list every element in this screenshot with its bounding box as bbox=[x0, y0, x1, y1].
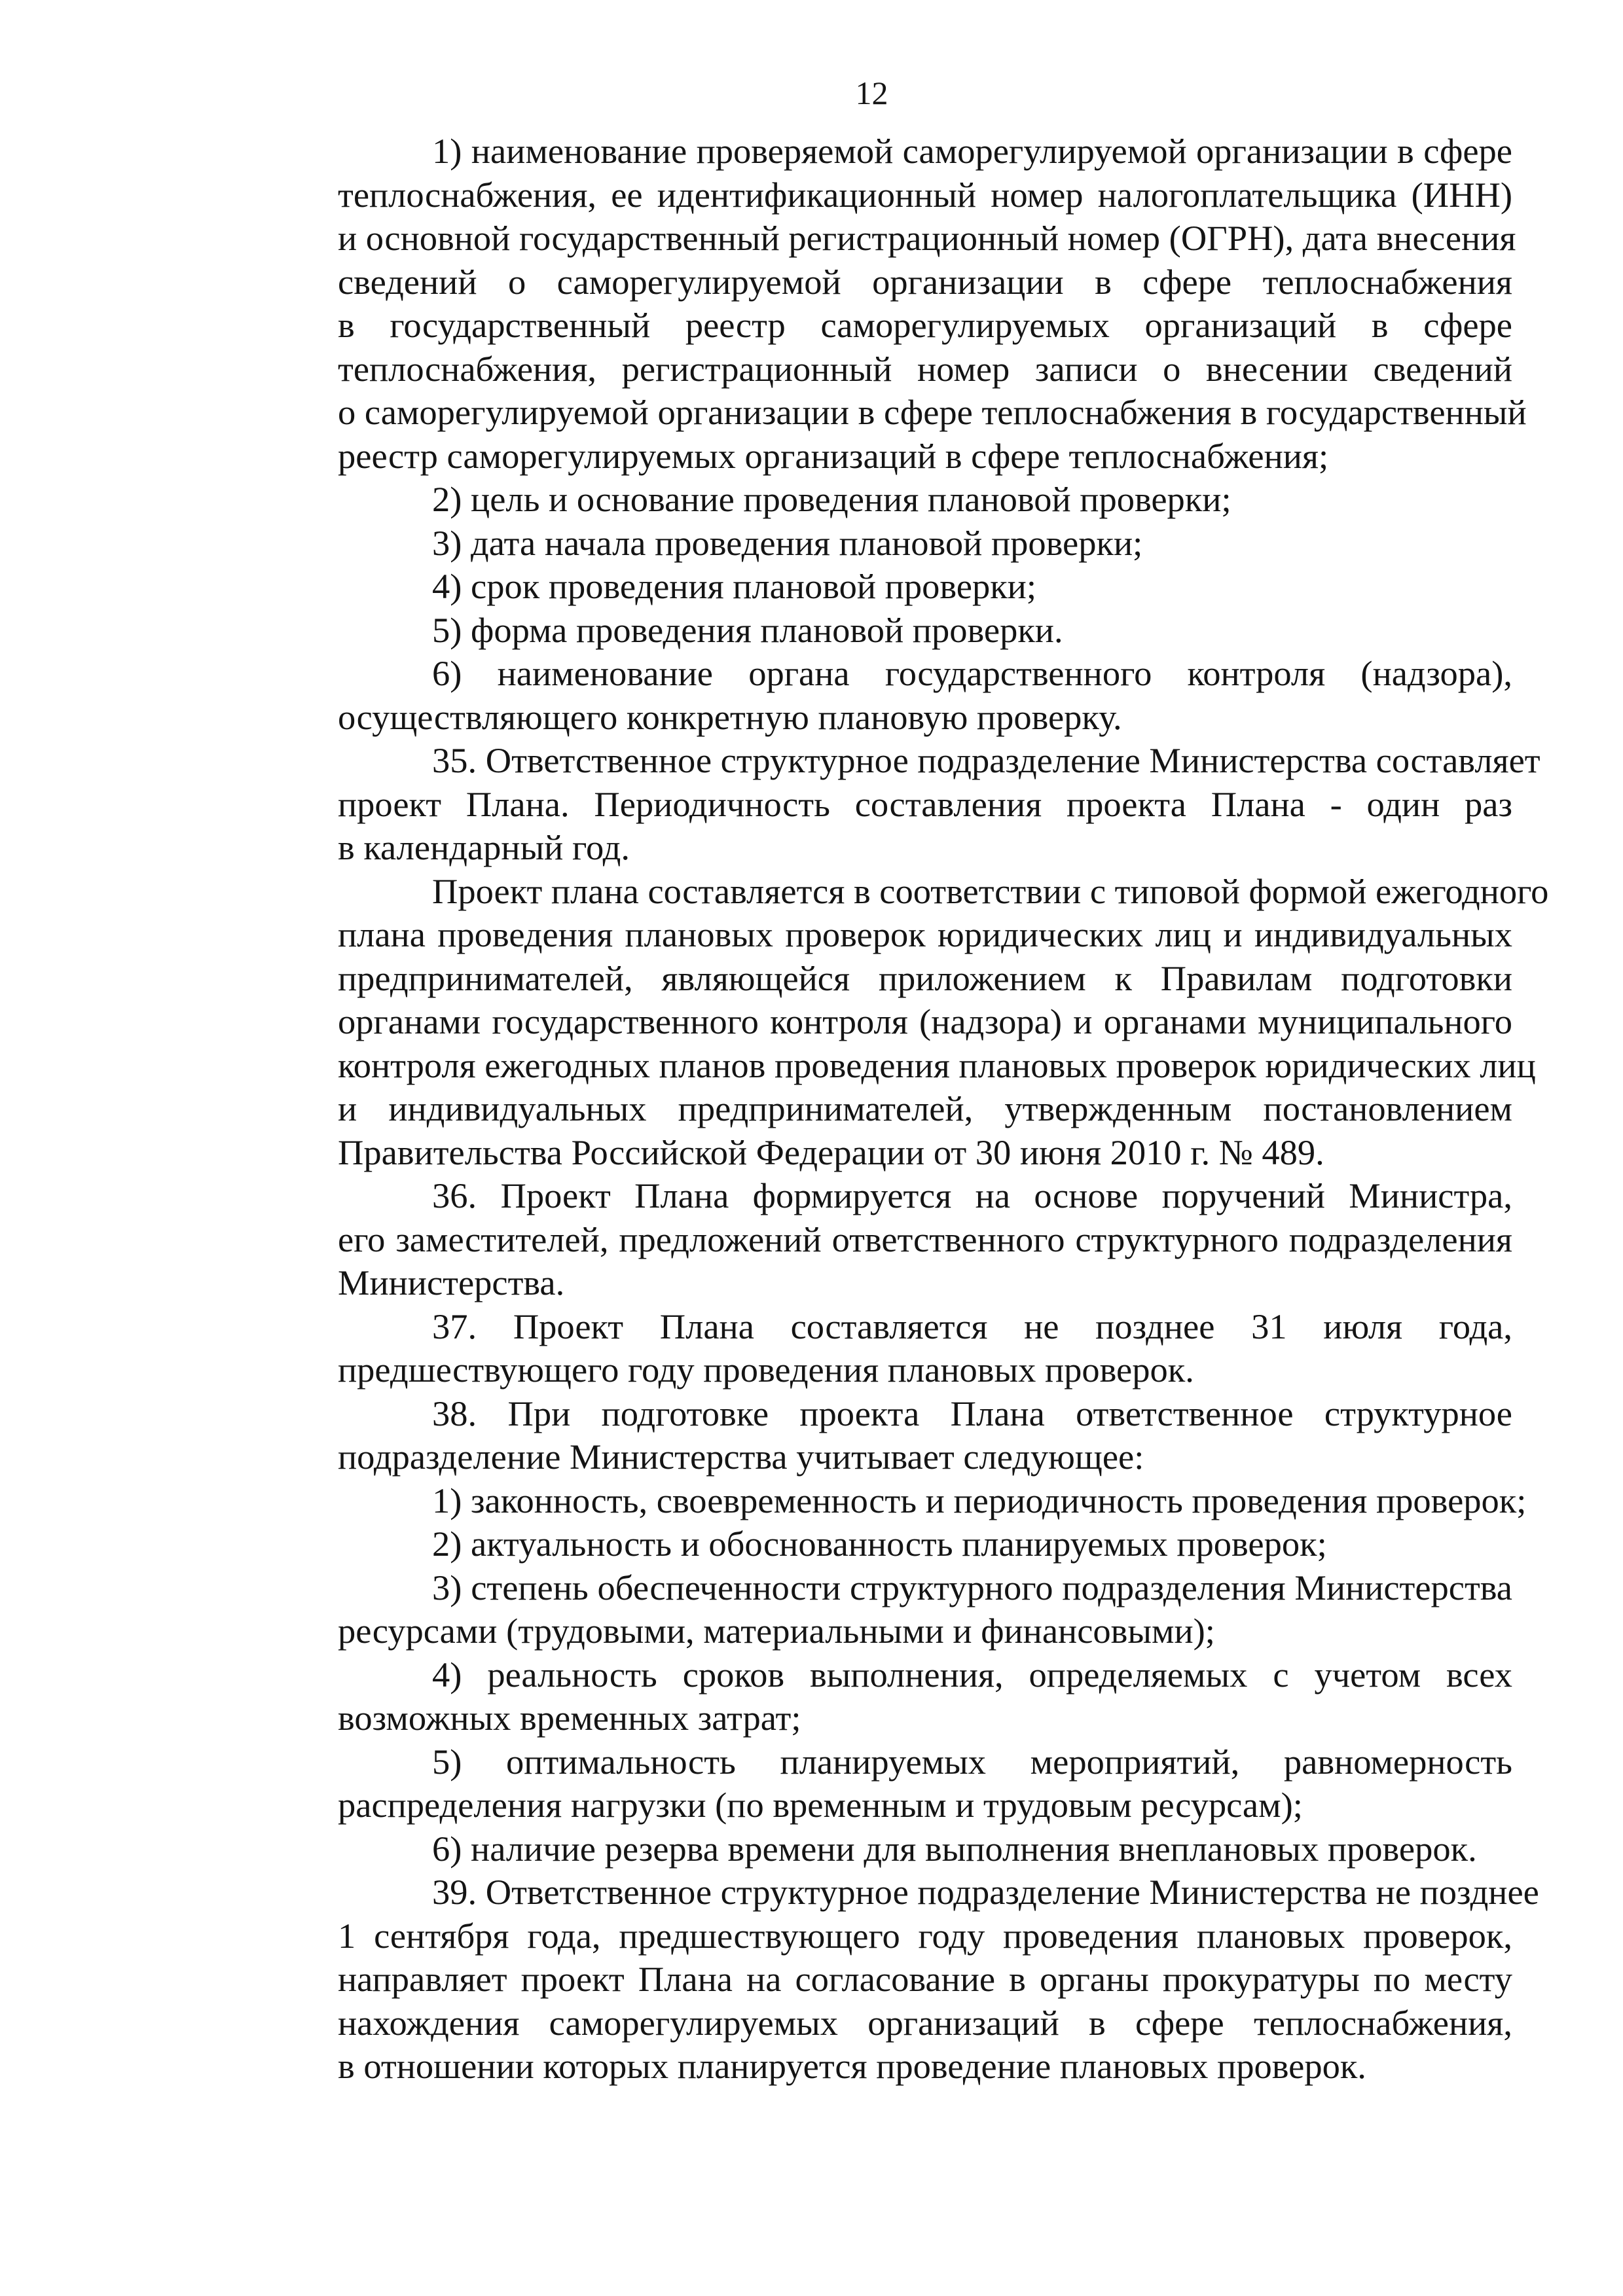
text-line: теплоснабжения, регистрационный номер записи о внесении сведений bbox=[338, 348, 1512, 389]
paragraph-item-2-purpose bbox=[244, 478, 1512, 522]
paragraph-item-6-authority bbox=[244, 652, 1512, 739]
text-line: 4) реальность сроков выполнения, определяемых с учетом всех bbox=[432, 1654, 1512, 1695]
text-line: и основной государственный регистрационный номер (ОГРН), дата внесения bbox=[338, 218, 1516, 258]
text-line: и индивидуальных предпринимателей, утвержденным постановлением bbox=[338, 1088, 1512, 1128]
paragraph-38-item-6 bbox=[244, 1827, 1512, 1871]
text-line: в государственный реестр саморегулируемых организаций в сфере bbox=[338, 305, 1512, 345]
paragraph-item-5-form bbox=[244, 609, 1512, 653]
text-line: 37. Проект Плана составляется не позднее 31 июля года, bbox=[432, 1306, 1512, 1346]
text-line: в календарный год. bbox=[338, 827, 630, 867]
text-line: в отношении которых планируется проведение плановых проверок. bbox=[338, 2046, 1366, 2086]
text-line: осуществляющего конкретную плановую проверку. bbox=[338, 696, 1122, 737]
text-line: 38. При подготовке проекта Плана ответственное структурное bbox=[432, 1393, 1512, 1433]
text-line: Правительства Российской Федерации от 30 июня 2010 г. № 489. bbox=[338, 1132, 1324, 1172]
text-line: 3) степень обеспеченности структурного подразделения Министерства bbox=[432, 1567, 1512, 1607]
text-line: предпринимателей, являющейся приложением к Правилам подготовки bbox=[338, 958, 1512, 998]
paragraph-item-4-duration bbox=[244, 565, 1512, 609]
text-line: предшествующего году проведения плановых проверок. bbox=[338, 1350, 1194, 1390]
text-line: реестр саморегулируемых организаций в сфере теплоснабжения; bbox=[338, 435, 1329, 476]
text-line: 1 сентября года, предшествующего году проведения плановых проверок, bbox=[338, 1915, 1512, 1956]
text-line: 6) наименование органа государственного контроля (надзора), bbox=[432, 653, 1512, 693]
text-line: органами государственного контроля (надзора) и органами муниципального bbox=[338, 1001, 1512, 1041]
paragraph-35 bbox=[244, 739, 1541, 870]
text-line: 6) наличие резерва времени для выполнения внеплановых проверок. bbox=[432, 1828, 1477, 1869]
text-line: 35. Ответственное структурное подразделение Министерства составляет bbox=[432, 740, 1541, 780]
paragraph-38-item-3 bbox=[244, 1566, 1512, 1653]
text-line: плана проведения плановых проверок юридических лиц и индивидуальных bbox=[338, 914, 1512, 954]
paragraph-38 bbox=[244, 1392, 1512, 1479]
paragraph-38-item-5 bbox=[244, 1740, 1512, 1827]
paragraph-37 bbox=[244, 1305, 1512, 1392]
page-number: 12 bbox=[855, 75, 888, 111]
text-line: Министерства. bbox=[338, 1263, 565, 1302]
text-line: 5) форма проведения плановой проверки. bbox=[432, 609, 1063, 650]
text-line: подразделение Министерства учитывает следующее: bbox=[338, 1437, 1144, 1477]
paragraph-39 bbox=[244, 1871, 1539, 2089]
text-line: 36. Проект Плана формируется на основе поручений Министра, bbox=[432, 1175, 1512, 1215]
text-line: распределения нагрузки (по временным и трудовым ресурсам); bbox=[338, 1785, 1303, 1825]
text-line: 39. Ответственное структурное подразделение Министерства не позднее bbox=[432, 1872, 1539, 1912]
paragraph-38-item-4 bbox=[244, 1653, 1512, 1740]
text-line: теплоснабжения, ее идентификационный номер налогоплательщика (ИНН) bbox=[338, 174, 1512, 215]
text-line: 5) оптимальность планируемых мероприятий, равномерность bbox=[432, 1741, 1512, 1782]
text-line: 2) цель и основание проведения плановой проверки; bbox=[432, 479, 1231, 519]
paragraph-item-1-org-name bbox=[244, 130, 1527, 478]
text-line: 3) дата начала проведения плановой проверки; bbox=[432, 522, 1143, 563]
text-line: о саморегулируемой организации в сфере теплоснабжения в государственный bbox=[338, 392, 1527, 432]
document-body bbox=[244, 130, 1549, 2089]
text-line: Проект плана составляется в соответствии с типовой формой ежегодного bbox=[432, 870, 1549, 911]
paragraph-38-item-2 bbox=[244, 1522, 1512, 1566]
text-line: нахождения саморегулируемых организаций в сфере теплоснабжения, bbox=[338, 2002, 1512, 2043]
text-line: ресурсами (трудовыми, материальными и финансовыми); bbox=[338, 1611, 1215, 1651]
text-line: его заместителей, предложений ответственного структурного подразделения bbox=[338, 1219, 1512, 1259]
text-line: проект Плана. Периодичность составления проекта Плана - один раз bbox=[338, 783, 1512, 824]
paragraph-35-plan-form bbox=[244, 870, 1549, 1175]
text-line: 1) наименование проверяемой саморегулируемой организации в сфере bbox=[432, 131, 1512, 171]
text-line: контроля ежегодных планов проведения плановых проверок юридических лиц bbox=[338, 1045, 1536, 1085]
paragraph-item-3-start-date bbox=[244, 522, 1512, 565]
text-line: сведений о саморегулируемой организации в сфере теплоснабжения bbox=[338, 261, 1512, 302]
text-line: 2) актуальность и обоснованность планируемых проверок; bbox=[432, 1524, 1327, 1564]
paragraph-36 bbox=[244, 1174, 1512, 1305]
text-line: 4) срок проведения плановой проверки; bbox=[432, 566, 1036, 606]
text-line: 1) законность, своевременность и периодичность проведения проверок; bbox=[432, 1480, 1527, 1520]
text-line: возможных временных затрат; bbox=[338, 1698, 801, 1738]
text-line: направляет проект Плана на согласование в органы прокуратуры по месту bbox=[338, 1959, 1512, 1999]
paragraph-38-item-1 bbox=[244, 1479, 1527, 1523]
